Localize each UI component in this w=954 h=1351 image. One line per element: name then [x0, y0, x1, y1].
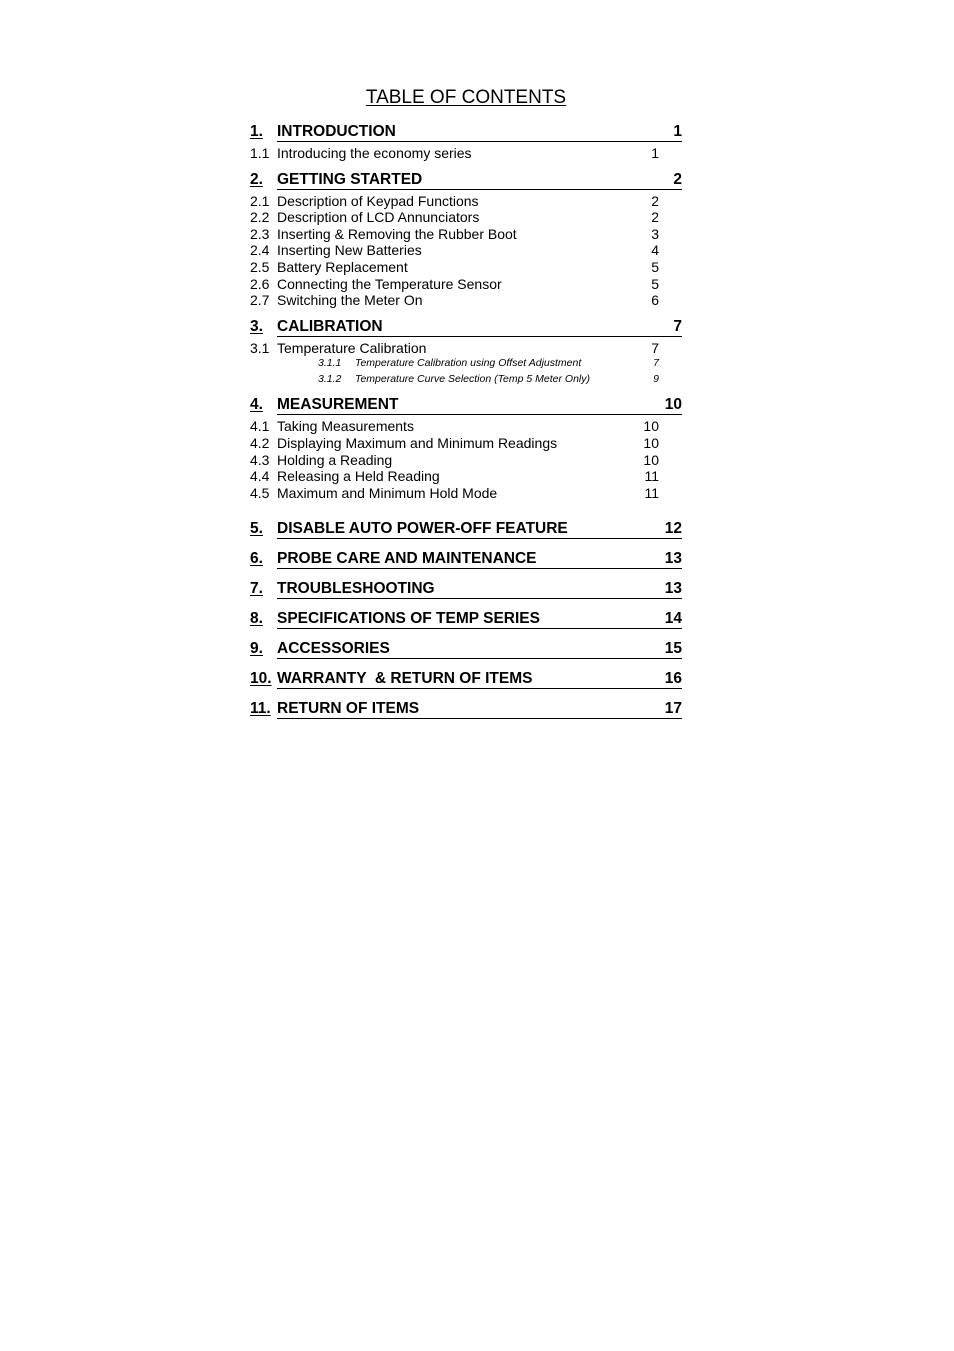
toc-entry[interactable]	[250, 418, 682, 435]
entry-number: 2.3	[250, 225, 270, 242]
entry-label: Inserting New Batteries	[277, 242, 422, 259]
toc-chapter-7	[250, 579, 682, 599]
chapter-number: 8.	[250, 610, 263, 628]
chapter-title: SPECIFICATIONS OF TEMP SERIES	[277, 610, 540, 628]
chapter-title: DISABLE AUTO POWER-OFF FEATURE	[277, 520, 568, 538]
chapter-rule	[277, 123, 682, 142]
toc-entry[interactable]	[250, 145, 682, 162]
entry-page: 7	[651, 339, 659, 356]
chapter-number: 4.	[250, 396, 263, 414]
entry-label: Description of LCD Annunciators	[277, 209, 480, 226]
subentry-page: 9	[653, 372, 659, 385]
chapter-heading[interactable]	[250, 317, 682, 337]
entry-label: Description of Keypad Functions	[277, 192, 479, 209]
entry-page: 10	[643, 418, 659, 435]
entry-label: Introducing the economy series	[277, 145, 472, 161]
toc-entry[interactable]	[250, 209, 682, 226]
chapter-heading[interactable]	[250, 699, 682, 719]
chapter-number: 9.	[250, 640, 263, 658]
entry-number: 1.1	[250, 145, 270, 161]
chapter-page: 10	[664, 396, 682, 414]
entry-page: 3	[651, 225, 659, 242]
entry-page: 10	[643, 434, 659, 451]
entry-label: Temperature Calibration	[277, 339, 427, 356]
toc-entry[interactable]	[250, 226, 682, 243]
toc-entry[interactable]	[250, 435, 682, 452]
entry-label: Releasing a Held Reading	[277, 468, 440, 485]
chapter-rule	[277, 550, 682, 569]
toc-chapter-2	[250, 170, 682, 309]
toc-subentry[interactable]	[250, 356, 682, 372]
chapter-title: TROUBLESHOOTING	[277, 580, 435, 598]
toc-subentry[interactable]	[250, 372, 682, 388]
entry-label: Battery Replacement	[277, 258, 408, 275]
entry-number: 2.6	[250, 275, 270, 292]
chapter-title: INTRODUCTION	[277, 123, 396, 140]
toc-chapter-9	[250, 639, 682, 659]
chapter-page: 16	[664, 670, 682, 688]
entry-label: Switching the Meter On	[277, 292, 423, 309]
entry-page: 11	[644, 468, 659, 485]
toc-entry[interactable]	[250, 468, 682, 485]
chapter-rule	[277, 700, 682, 719]
chapter-rule	[277, 318, 682, 337]
chapter-entries	[250, 193, 682, 309]
entry-page: 2	[651, 192, 659, 209]
chapter-heading[interactable]	[250, 395, 682, 415]
entry-label: Inserting & Removing the Rubber Boot	[277, 225, 517, 242]
chapter-rule	[277, 670, 682, 689]
entry-number: 2.1	[250, 192, 270, 209]
chapter-title: RETURN OF ITEMS	[277, 700, 420, 718]
chapter-number: 2.	[250, 170, 263, 188]
chapter-title: ACCESSORIES	[277, 640, 390, 658]
entry-page: 4	[651, 242, 659, 259]
chapter-number: 6.	[250, 550, 263, 568]
chapter-heading[interactable]	[250, 549, 682, 569]
chapter-rule	[277, 610, 682, 629]
chapter-rule	[277, 171, 682, 190]
toc-chapter-3	[250, 317, 682, 388]
toc-chapter-4	[250, 395, 682, 501]
entry-page: 5	[651, 258, 659, 275]
subentry-label: Temperature Curve Selection (Temp 5 Meter Only)	[355, 372, 590, 385]
toc-chapter-6	[250, 549, 682, 569]
chapter-heading[interactable]	[250, 122, 682, 142]
chapter-title: PROBE CARE AND MAINTENANCE	[277, 550, 537, 568]
chapter-rule	[277, 640, 682, 659]
chapter-title: MEASUREMENT	[277, 396, 399, 414]
entry-number: 2.2	[250, 209, 270, 226]
chapter-number: 1.	[250, 123, 263, 140]
chapter-number: 11.	[250, 700, 271, 718]
entry-page: 2	[651, 209, 659, 226]
entry-number: 4.3	[250, 451, 270, 468]
subentry-label: Temperature Calibration using Offset Adjustment	[355, 357, 582, 370]
toc-entry[interactable]	[250, 292, 682, 309]
entry-label: Displaying Maximum and Minimum Readings	[277, 434, 558, 451]
chapter-page: 13	[664, 550, 682, 568]
chapter-title: CALIBRATION	[277, 317, 383, 335]
toc-entry[interactable]	[250, 452, 682, 469]
toc-chapter-11	[250, 699, 682, 719]
chapter-page: 14	[664, 610, 682, 628]
chapter-rule	[277, 580, 682, 599]
toc-entry[interactable]	[250, 193, 682, 210]
toc-chapter-10	[250, 669, 682, 689]
toc-entry[interactable]	[250, 242, 682, 259]
chapter-page: 7	[673, 317, 682, 335]
chapter-entries	[250, 145, 682, 162]
entry-number: 4.2	[250, 434, 270, 451]
chapter-entries	[250, 340, 682, 388]
toc-chapter-8	[250, 609, 682, 629]
subentry-number: 3.1.2	[318, 372, 342, 385]
toc-chapter-1	[250, 122, 682, 162]
chapter-page: 17	[664, 700, 682, 718]
entry-number: 4.1	[250, 418, 270, 435]
chapter-title: GETTING STARTED	[277, 170, 423, 188]
chapter-page: 1	[673, 123, 682, 140]
entry-number: 4.5	[250, 484, 270, 501]
chapter-number: 3.	[250, 317, 263, 335]
chapter-page: 13	[664, 580, 682, 598]
toc-chapter-5	[250, 519, 682, 539]
entry-page: 1	[651, 145, 659, 161]
entry-label: Connecting the Temperature Sensor	[277, 275, 502, 292]
chapter-page: 15	[664, 640, 682, 658]
chapter-heading[interactable]	[250, 170, 682, 190]
chapter-number: 10.	[250, 670, 272, 688]
chapter-page: 2	[673, 170, 682, 188]
chapter-heading[interactable]	[250, 669, 682, 689]
toc-entry[interactable]	[250, 485, 682, 502]
entry-number: 2.7	[250, 292, 270, 309]
chapter-heading[interactable]	[250, 639, 682, 659]
entry-number: 2.4	[250, 242, 270, 259]
entry-page: 10	[643, 451, 659, 468]
toc-entry[interactable]	[250, 276, 682, 293]
chapter-number: 7.	[250, 580, 263, 598]
chapter-entries	[250, 418, 682, 501]
entry-label: Taking Measurements	[277, 418, 414, 435]
chapter-title: WARRANTY & RETURN OF ITEMS	[277, 670, 533, 688]
chapter-rule	[277, 396, 682, 415]
entry-page: 6	[651, 292, 659, 309]
subentry-number: 3.1.1	[318, 357, 342, 370]
chapter-heading[interactable]	[250, 519, 682, 539]
entry-number: 3.1	[250, 339, 270, 356]
chapter-heading[interactable]	[250, 579, 682, 599]
entry-page: 5	[651, 275, 659, 292]
entry-label: Holding a Reading	[277, 451, 393, 468]
entry-number: 4.4	[250, 468, 270, 485]
toc-title: TABLE OF CONTENTS	[365, 87, 567, 108]
chapter-rule	[277, 520, 682, 539]
toc-entry[interactable]	[250, 259, 682, 276]
chapter-page: 12	[664, 520, 682, 538]
subentry-page: 7	[653, 357, 659, 370]
chapter-number: 5.	[250, 520, 263, 538]
entry-number: 2.5	[250, 258, 270, 275]
chapter-heading[interactable]	[250, 609, 682, 629]
toc-entry[interactable]	[250, 340, 682, 357]
entry-label: Maximum and Minimum Hold Mode	[277, 484, 498, 501]
toc-page	[250, 86, 682, 729]
entry-page: 11	[644, 484, 659, 501]
